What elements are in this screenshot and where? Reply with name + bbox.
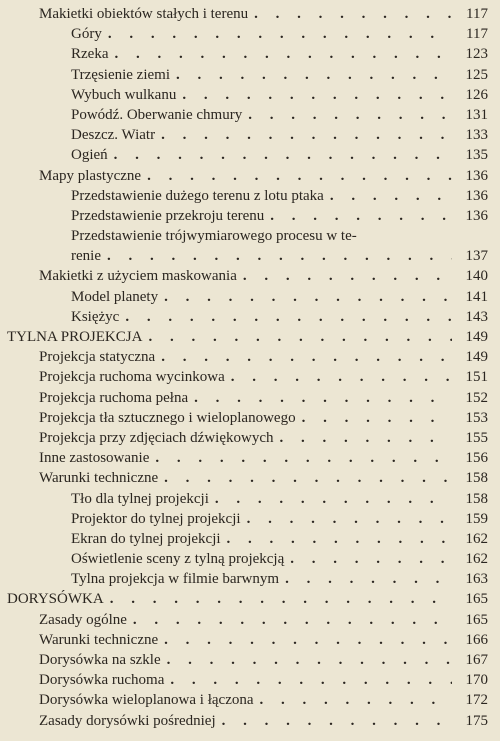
toc-entry-title: Trzęsienie ziemi (71, 66, 171, 83)
toc-entry (0, 448, 500, 468)
toc-entry (0, 125, 500, 145)
toc-page-number: 141 (452, 287, 488, 307)
dot-leader (216, 711, 452, 731)
toc-page-number: 175 (452, 711, 488, 731)
dot-leader (108, 44, 452, 64)
toc-entry-title: Warunki techniczne (39, 631, 159, 648)
toc-page-number: 156 (452, 448, 488, 468)
toc-entry-title: Wybuch wulkanu (71, 86, 177, 103)
toc-entry-title: Model planety (71, 288, 159, 305)
toc-entry (0, 24, 500, 44)
dot-leader (155, 347, 452, 367)
toc-page-number: 163 (452, 569, 488, 589)
toc-entry (0, 630, 500, 650)
dot-leader (164, 670, 452, 690)
toc-section-heading (0, 327, 500, 347)
toc-entry-title: Oświetlenie sceny z tylną projekcją (71, 551, 285, 568)
toc-entry (0, 44, 500, 64)
dot-leader (273, 428, 452, 448)
toc-page-number: 131 (452, 105, 488, 125)
dot-leader (237, 266, 452, 286)
dot-leader (142, 327, 452, 347)
toc-page-number: 153 (452, 408, 488, 428)
toc-entry-title: Dorysówka ruchoma (39, 672, 165, 689)
toc-entry-title: Projekcja ruchoma wycinkowa (39, 369, 225, 386)
toc-entry (0, 489, 500, 509)
toc-entry (0, 468, 500, 488)
dot-leader (176, 85, 452, 105)
toc-page-number: 158 (452, 489, 488, 509)
toc-entry (0, 85, 500, 105)
toc-entry-title: Rzeka (71, 46, 109, 63)
toc-entry-title: Projektor do tylnej projekcji (71, 510, 241, 527)
toc-entry-title: Góry (71, 26, 102, 43)
toc-page-number: 159 (452, 509, 488, 529)
toc-entry (0, 246, 500, 266)
dot-leader (242, 105, 452, 125)
toc-entry-title: Inne zastosowanie (39, 450, 150, 467)
dot-leader (225, 367, 452, 387)
dot-leader (141, 166, 452, 186)
toc-entry-title: Makietki obiektów stałych i terenu (39, 6, 249, 22)
toc-entry (0, 388, 500, 408)
toc-entry-title: Dorysówka wieloplanowa i łączona (39, 692, 254, 709)
dot-leader (102, 24, 452, 44)
dot-leader (284, 549, 452, 569)
dot-leader (209, 489, 452, 509)
dot-leader (127, 610, 452, 630)
toc-entry-title: Projekcja ruchoma pełna (39, 389, 189, 406)
toc-page-number: 172 (452, 690, 488, 710)
toc-page-number: 165 (452, 589, 488, 609)
toc-entry-title: renie (71, 248, 101, 265)
toc-entry (0, 711, 500, 731)
toc-entry (0, 509, 500, 529)
toc-section-heading (0, 589, 500, 609)
toc-entry (0, 650, 500, 670)
toc-entry (0, 206, 500, 226)
toc-entry-title: Przedstawienie dużego terenu z lotu ptaka (71, 187, 324, 204)
toc-entry-title: Przedstawienie trójwymiarowego procesu w te- (71, 228, 357, 245)
toc-entry (0, 347, 500, 367)
toc-entry-title: Projekcja tła sztucznego i wieloplanowego (39, 409, 296, 426)
toc-page-number: 149 (452, 327, 488, 347)
dot-leader (155, 125, 452, 145)
dot-leader (324, 186, 452, 206)
dot-leader (221, 529, 452, 549)
toc-page-number: 149 (452, 347, 488, 367)
dot-leader (248, 4, 452, 24)
toc-entry (0, 690, 500, 710)
dot-leader (279, 569, 452, 589)
toc-page-number: 125 (452, 65, 488, 85)
toc-entry (0, 549, 500, 569)
toc-page-number: 151 (452, 367, 488, 387)
toc-entry (0, 226, 500, 246)
toc-page-number: 152 (452, 388, 488, 408)
toc-entry-title: DORYSÓWKA (7, 591, 104, 608)
toc-entry-title: Przedstawienie przekroju terenu (71, 207, 265, 224)
dot-leader (101, 246, 452, 266)
toc-page-number: 133 (452, 125, 488, 145)
dot-leader (158, 630, 452, 650)
toc-page-number: 162 (452, 529, 488, 549)
toc-page-number: 166 (452, 630, 488, 650)
toc-entry (0, 408, 500, 428)
toc-entry-title: Mapy plastyczne (39, 167, 142, 184)
toc-page-number: 117 (452, 4, 488, 24)
toc-entry (0, 105, 500, 125)
dot-leader (161, 650, 452, 670)
toc-entry (0, 367, 500, 387)
toc-page-number: 136 (452, 186, 488, 206)
toc-entry-title: Powódź. Oberwanie chmury (71, 106, 243, 123)
toc-entry (0, 266, 500, 286)
toc-page-number: 162 (452, 549, 488, 569)
toc-entry-title: Projekcja przy zdjęciach dźwiękowych (39, 429, 274, 446)
toc-entry (0, 428, 500, 448)
toc-page-number: 143 (452, 307, 488, 327)
toc-entry (0, 569, 500, 589)
toc-entry-title: Deszcz. Wiatr (71, 127, 156, 144)
toc-entry-title: Zasady dorysówki pośredniej (39, 712, 216, 729)
toc-page-number: 155 (452, 428, 488, 448)
dot-leader (254, 690, 452, 710)
dot-leader (296, 408, 452, 428)
toc-page-number: 136 (452, 206, 488, 226)
dot-leader (158, 287, 452, 307)
toc-entry-title: Projekcja statyczna (39, 349, 156, 366)
toc-entry-title: Makietki z użyciem maskowania (39, 268, 237, 285)
dot-leader (108, 145, 452, 165)
toc-page-number: 140 (452, 266, 488, 286)
toc-page-number: 123 (452, 44, 488, 64)
dot-leader (119, 307, 452, 327)
toc-entry (0, 670, 500, 690)
toc-entry-title: Dorysówka na szkle (39, 652, 161, 668)
toc-page-number: 137 (452, 246, 488, 266)
dot-leader (188, 388, 452, 408)
toc-entry-title: Ogień (71, 147, 108, 164)
toc-entry (0, 307, 500, 327)
toc-entry (0, 145, 500, 165)
toc-entry (0, 610, 500, 630)
dot-leader (149, 448, 452, 468)
toc-page-number: 135 (452, 145, 488, 165)
toc-entry (0, 65, 500, 85)
toc-page-number: 117 (452, 24, 488, 44)
toc-page-number: 158 (452, 468, 488, 488)
toc-entry (0, 186, 500, 206)
toc-page-number: 136 (452, 166, 488, 186)
toc-entry-title: Zasady ogólne (39, 611, 127, 628)
toc-entry-title: Ekran do tylnej projekcji (71, 530, 221, 547)
toc-page-number: 167 (452, 650, 488, 670)
toc-entry-title: Tylna projekcja w filmie barwnym (71, 571, 280, 588)
toc-entry (0, 166, 500, 186)
toc-entry (0, 529, 500, 549)
toc-entry-title: TYLNA PROJEKCJA (7, 329, 143, 345)
toc-page-number: 165 (452, 610, 488, 630)
toc-entry-title: Warunki techniczne (39, 470, 159, 487)
table-of-contents (0, 4, 500, 731)
toc-entry (0, 4, 500, 24)
toc-entry-title: Tło dla tylnej projekcji (71, 490, 209, 507)
dot-leader (170, 65, 452, 85)
dot-leader (158, 468, 452, 488)
toc-page-number: 170 (452, 670, 488, 690)
toc-entry-title: Księżyc (71, 308, 120, 325)
toc-page-number: 126 (452, 85, 488, 105)
dot-leader (104, 589, 452, 609)
dot-leader (264, 206, 452, 226)
toc-entry (0, 287, 500, 307)
dot-leader (241, 509, 452, 529)
